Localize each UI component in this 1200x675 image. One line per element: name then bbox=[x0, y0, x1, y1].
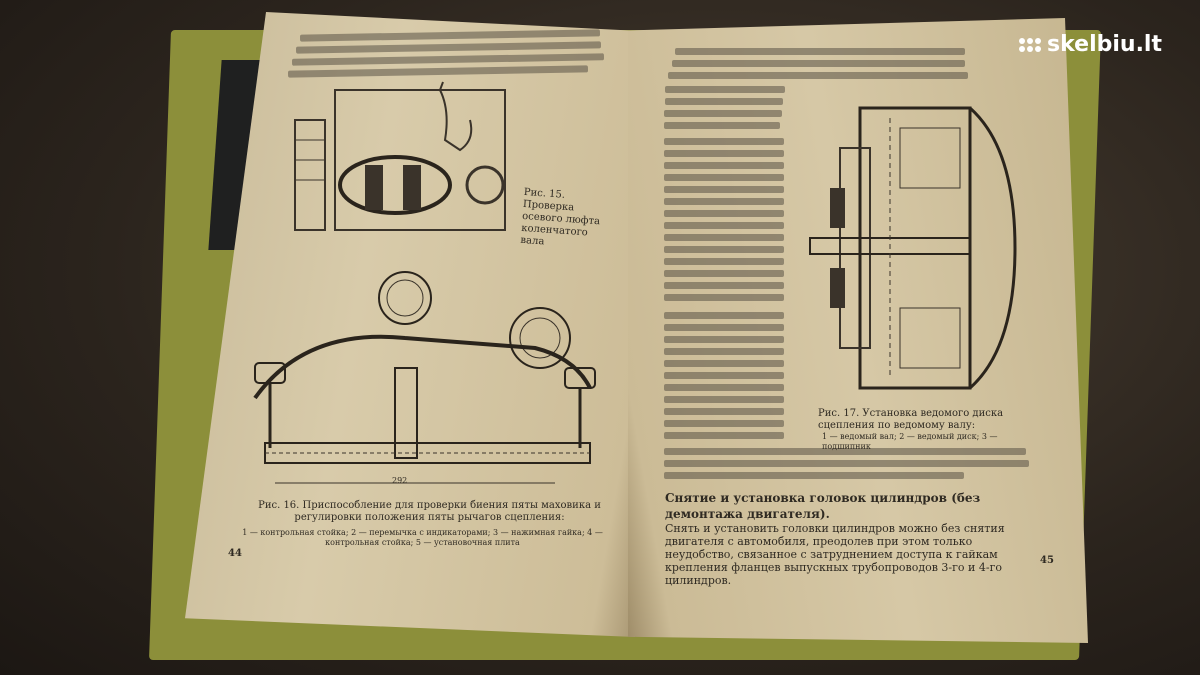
watermark-text: skelbiu.lt bbox=[1047, 32, 1162, 57]
text-line bbox=[664, 282, 784, 289]
text-line bbox=[664, 246, 784, 253]
figure-15-drawing bbox=[275, 80, 520, 240]
left-page-number: 44 bbox=[228, 548, 242, 559]
text-line bbox=[664, 162, 784, 169]
text-line bbox=[664, 222, 784, 229]
figure-17-caption: Рис. 17. Установка ведомого диска сцепления по ведомому валу: bbox=[818, 408, 1004, 431]
text-line bbox=[664, 348, 784, 355]
text-line bbox=[664, 270, 784, 277]
figure-17-drawing bbox=[800, 88, 1030, 406]
text-line bbox=[664, 198, 784, 205]
text-line bbox=[664, 408, 784, 415]
text-line bbox=[664, 186, 784, 193]
logo-dots-icon bbox=[1019, 38, 1041, 52]
text-line bbox=[665, 98, 783, 105]
text-line bbox=[664, 460, 1029, 467]
text-line bbox=[664, 312, 784, 319]
text-line bbox=[664, 234, 784, 241]
text-line bbox=[664, 432, 784, 439]
text-line bbox=[675, 48, 965, 55]
text-line bbox=[664, 384, 784, 391]
text-line bbox=[664, 150, 784, 157]
dimension-label: 292 bbox=[392, 476, 408, 485]
text-line bbox=[664, 174, 784, 181]
text-line bbox=[664, 210, 784, 217]
text-line bbox=[665, 86, 785, 93]
figure-16-drawing bbox=[245, 268, 605, 493]
text-line bbox=[664, 110, 782, 117]
text-line bbox=[664, 372, 784, 379]
section-text: Снять и установить головки цилиндров можно без снятия двигателя с автомобиля, преодолев при этом только неудобство, связанное с затруднением доступа к гайкам крепления фланцев выпускных трубопроводов 3-го и 4-го цилиндров. bbox=[665, 522, 1005, 587]
text-line bbox=[664, 122, 780, 129]
text-line bbox=[668, 72, 968, 79]
text-line bbox=[664, 138, 784, 145]
text-line bbox=[664, 258, 784, 265]
site-watermark bbox=[1019, 32, 1162, 57]
text-line bbox=[672, 60, 965, 67]
figure-15-caption: Рис. 15. Проверка осевого люфта коленчатого вала bbox=[520, 186, 601, 248]
section-heading: Снятие и установка головок цилиндров (без демонтажа двигателя). bbox=[665, 491, 981, 521]
text-line bbox=[664, 360, 784, 367]
text-line bbox=[664, 396, 784, 403]
text-line bbox=[664, 336, 784, 343]
text-line bbox=[664, 294, 784, 301]
figure-16-caption: Рис. 16. Приспособление для проверки биения пяты маховика и регулировки положения пяты рычагов сцепления: bbox=[258, 500, 601, 523]
figure-16-legend: 1 — контрольная стойка; 2 — перемычка с индикаторами; 3 — нажимная гайка; 4 — контрольная стойка; 5 — установочная плита bbox=[242, 528, 603, 547]
text-line bbox=[664, 472, 964, 479]
right-page-number: 45 bbox=[1040, 555, 1054, 566]
text-line bbox=[664, 420, 784, 427]
text-line bbox=[664, 324, 784, 331]
figure-17-legend: 1 — ведомый вал; 2 — ведомый диск; 3 — подшипник bbox=[822, 432, 998, 451]
